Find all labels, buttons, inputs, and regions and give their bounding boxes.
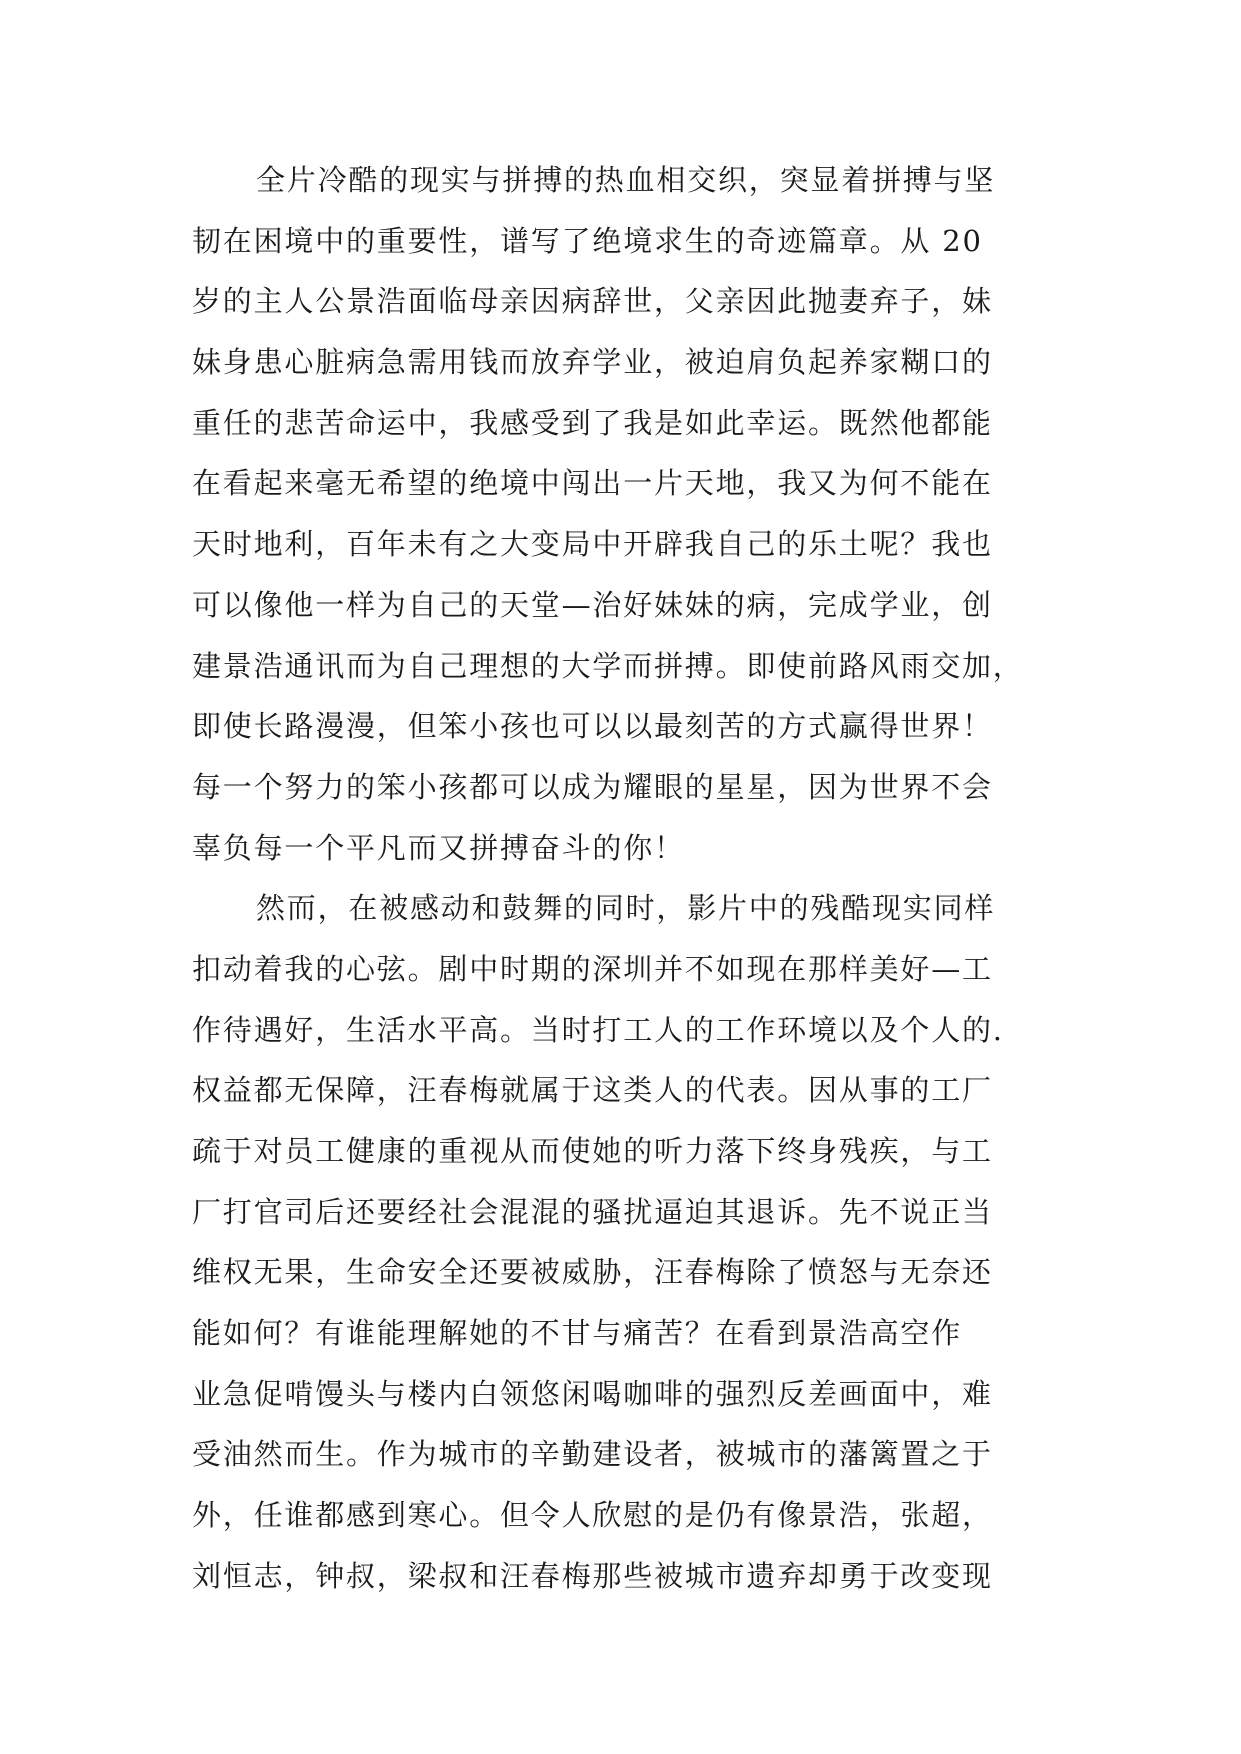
text-line: 重任的悲苦命运中，我感受到了我是如此幸运。既然他都能: [192, 405, 993, 440]
text-line: 即使长路漫漫，但笨小孩也可以以最刻苦的方式赢得世界！: [192, 709, 993, 744]
text-line: 能如何？有谁能理解她的不甘与痛苦？在看到景浩高空作: [192, 1316, 963, 1351]
text-line: 作待遇好，生活水平高。当时打工人的工作环境以及个人的.: [192, 1012, 1004, 1047]
text-line: 在看起来毫无希望的绝境中闯出一片天地，我又为何不能在: [192, 466, 993, 501]
text-line: 全片冷酷的现实与拼搏的热血相交织，突显着拼搏与坚: [256, 163, 996, 197]
text-line: 可以像他一样为自己的天堂—治好妹妹的病，完成学业，创: [192, 587, 993, 622]
paragraph-1: [192, 150, 1052, 878]
text-line: 每一个努力的笨小孩都可以成为耀眼的星星，因为世界不会: [192, 769, 993, 804]
text-line: 建景浩通讯而为自己理想的大学而拼搏。即使前路风雨交加，: [192, 648, 1024, 683]
text-line: 外，任谁都感到寒心。但令人欣慰的是仍有像景浩，张超，: [192, 1498, 993, 1533]
text-line: 然而，在被感动和鼓舞的同时，影片中的残酷现实同样: [256, 891, 996, 926]
text-line: 韧在困境中的重要性，谱写了绝境求生的奇迹篇章。从 20: [192, 223, 983, 258]
text-line: 业急促啃馒头与楼内白领悠闲喝咖啡的强烈反差画面中，难: [192, 1376, 993, 1411]
text-line: 受油然而生。作为城市的辛勤建设者，被城市的藩篱置之于: [192, 1437, 993, 1472]
body-text: [192, 150, 1052, 1607]
text-line: 权益都无保障，汪春梅就属于这类人的代表。因从事的工厂: [192, 1073, 993, 1108]
text-line: 扣动着我的心弦。剧中时期的深圳并不如现在那样美好—工: [192, 951, 993, 986]
paragraph-2: [192, 878, 1052, 1606]
text-line: 疏于对员工健康的重视从而使她的听力落下终身残疾，与工: [192, 1134, 993, 1168]
text-line: 辜负每一个平凡而又拼搏奋斗的你！: [192, 830, 685, 865]
text-line: 厂打官司后还要经社会混混的骚扰逼迫其退诉。先不说正当: [192, 1194, 993, 1229]
text-line: 维权无果，生命安全还要被威胁，汪春梅除了愤怒与无奈还: [192, 1255, 993, 1290]
text-line: 天时地利，百年未有之大变局中开辟我自己的乐土呢？我也: [192, 527, 993, 562]
text-line: 刘恒志，钟叔，梁叔和汪春梅那些被城市遗弃却勇于改变现: [192, 1558, 993, 1593]
text-line: 妹身患心脏病急需用钱而放弃学业，被迫肩负起养家糊口的: [192, 345, 993, 380]
text-line: 岁的主人公景浩面临母亲因病辞世，父亲因此抛妻弃子，妹: [192, 284, 993, 319]
